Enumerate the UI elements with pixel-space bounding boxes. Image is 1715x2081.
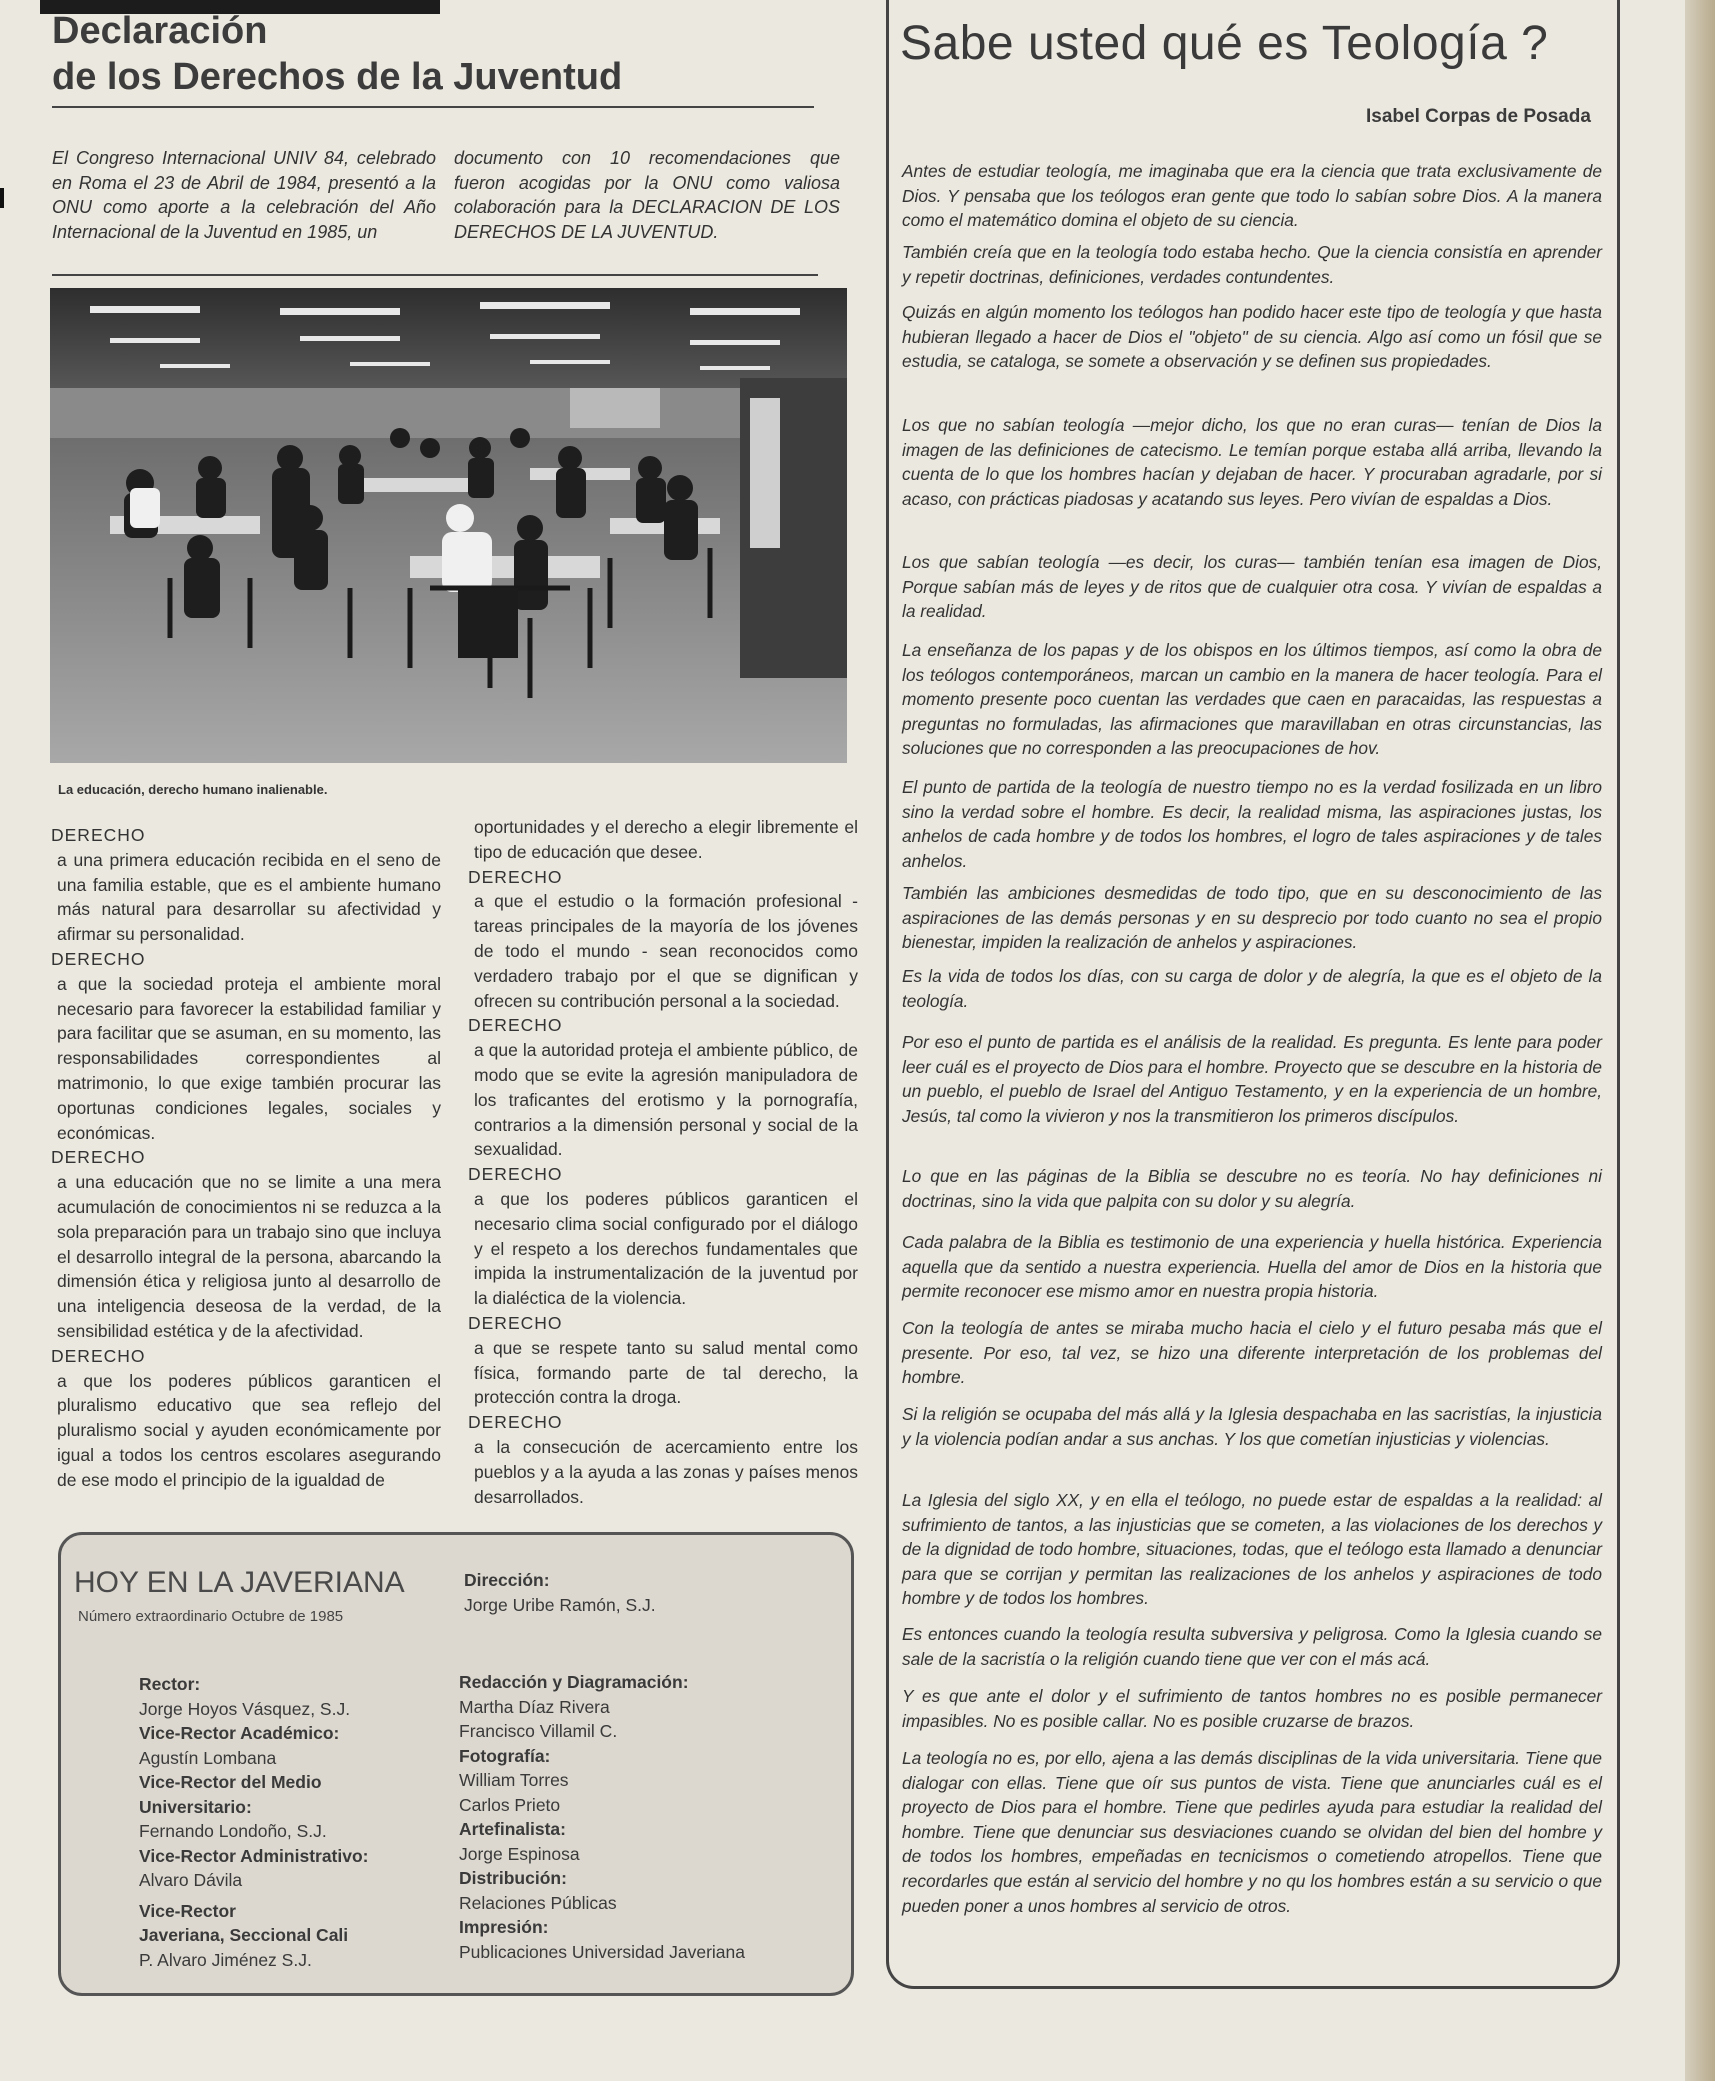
staff-role: Vice-Rector del Medio: [139, 1772, 322, 1792]
derecho-heading: DERECHO: [468, 1164, 563, 1185]
staff-name: Fernando Londoño, S.J.: [139, 1821, 327, 1841]
rights-column-2: [468, 815, 858, 1509]
article-paragraph: Cada palabra de la Biblia es testimonio de una experiencia y huella histórica. Experiencia aquella que da sentido a nuestra experiencia. Huella del amor de Dios en la historia que permite reconocer ese mismo amor en nuestra propia historia.: [902, 1232, 1602, 1302]
derecho-text: a una educación que no se limite a una mera acumulación de conocimientos ni se reduzca a la sola preparación para un trabajo sino que incluya el desarrollo integral de la persona, abarcando la dimensión ética y religiosa junto al desarrollo de una inteligencia deseosa de la verdad, de la sensibilidad estética y de la afectividad.: [57, 1172, 441, 1341]
staff-name: Alvaro Dávila: [139, 1870, 243, 1890]
staff-name: Jorge Hoyos Vásquez, S.J.: [139, 1698, 351, 1719]
derecho-heading: DERECHO: [468, 1015, 563, 1036]
rights-column-1: [51, 823, 441, 1493]
article-author: Isabel Corpas de Posada: [1366, 106, 1591, 127]
derecho-text: a que los poderes públicos garanticen el pluralismo educativo que sea reflejo del pluralismo social y ayuden económicamente por igual a todos los centros escolares asegurando de ese modo el principio de la igualdad de: [57, 1370, 441, 1490]
masthead-staff-col-1: [139, 1672, 369, 1972]
scan-page-edge: [1685, 0, 1715, 2081]
derecho-heading: DERECHO: [51, 825, 146, 845]
article-paragraph: También creía que en la teología todo estaba hecho. Que la ciencia consistía en aprender y repetir doctrinas, definiciones, verdades contundentes.: [902, 242, 1602, 287]
staff-role: Vice-Rector Académico:: [139, 1723, 340, 1743]
article-paragraph: La enseñanza de los papas y de los obispos en los últimos tiempos, así como la obra de los teólogos contemporáneos, marcan un cambio en la manera de hacer teología. Para el momento presente poco cuentan las verdades que caen en paracaidas, las respuestas a preguntas no formuladas, las afirmaciones que maravillaban en otras circunstancias, las soluciones que no corresponden a las preocupaciones de hov.: [902, 640, 1602, 759]
derecho-text: a la consecución de acercamiento entre los pueblos y a la ayuda a las zonas y países menos desarrollados.: [474, 1436, 858, 1507]
article-paragraph: El punto de partida de la teología de nuestro tiempo no es la verdad fosilizada en un libro sino la verdad sobre el hombre. Es decir, la realidad misma, las aspiraciones justas, los anhelos de cada hombre y de todos los hombres, el logro de tales aspiraciones y de tales anhelos.: [902, 777, 1602, 871]
staff-name: Relaciones Públicas: [459, 1892, 617, 1913]
derecho-heading: DERECHO: [468, 866, 563, 887]
staff-role: Fotografía:: [459, 1745, 551, 1766]
derecho-heading: DERECHO: [51, 1345, 146, 1366]
scan-edge-mark: [0, 188, 4, 208]
staff-role: Redacción y Diagramación:: [459, 1672, 689, 1692]
staff-name: Jorge Espinosa: [459, 1843, 580, 1864]
derecho-text: a que se respete tanto su salud mental como física, formando parte de tal derecho, la protección contra la droga.: [474, 1337, 858, 1408]
article-paragraph: Con la teología de antes se miraba mucho hacia el cielo y el futuro pesaba más que el presente. Por eso, tal vez, se hizo una diferente interpretación de los problemas del hombre.: [902, 1318, 1602, 1388]
staff-role: Distribución:: [459, 1868, 567, 1888]
staff-name: William Torres: [459, 1770, 569, 1790]
derecho-text: a que los poderes públicos garanticen el necesario clima social configurado por el diálogo y el respeto a los derechos fundamentales que impida la instrumentalización de la juventud por la dialéctica de la violencia.: [474, 1188, 858, 1309]
article-paragraph: Quizás en algún momento los teólogos han podido hacer este tipo de teología y que hasta hubieran llegado a hacer de Dios el "objeto" de su ciencia. Algo así como un fósil que se estudia, se cataloga, se somete a observación y se definen sus propiedades.: [902, 302, 1602, 372]
staff-name: P. Alvaro Jiménez S.J.: [139, 1949, 312, 1970]
title-line-2: de los Derechos de la Juventud: [52, 56, 623, 98]
article-paragraph: Por eso el punto de partida es el análisis de la realidad. Es pregunta. Es lente para poder leer cuál es el proyecto de Dios para el hombre. Proyecto que se descubre en la historia de un pueblo, el pueblo de Israel del Antiguo Testamento, y en la experiencia de un hombre, Jesús, tal como la vivieron y nos la transmitieron los primeros discípulos.: [902, 1032, 1602, 1126]
article-title-declaracion: [52, 8, 812, 100]
staff-role: Impresión:: [459, 1917, 549, 1937]
staff-role: Rector:: [139, 1674, 201, 1694]
derecho-text-continued: oportunidades y el derecho a elegir libremente el tipo de educación que desee.: [474, 817, 858, 862]
derecho-heading: DERECHO: [51, 1147, 146, 1168]
derecho-heading: DERECHO: [468, 1412, 563, 1433]
derecho-heading: DERECHO: [51, 948, 146, 969]
intro-col-1: El Congreso Internacional UNIV 84, celebrado en Roma el 23 de Abril de 1984, presentó a la ONU como aporte a la celebración del Año Internacional de la Juventud en 1985, un: [52, 148, 436, 242]
intro-rule: [52, 274, 818, 276]
staff-role: Dirección:: [464, 1570, 550, 1590]
staff-role: Vice-Rector: [139, 1900, 236, 1921]
article-paragraph: Es entonces cuando la teología resulta subversiva y peligrosa. Como la Iglesia cuando se sale de la sacristía o la religión cuando tiene que ver con el más acá.: [902, 1624, 1602, 1669]
article-paragraph: Si la religión se ocupaba del más allá y la Iglesia despachaba en las sacristías, la injusticia y la violencia podían andar a sus anchas. Y los que cometían injusticias y violencias.: [902, 1404, 1602, 1449]
article-paragraph: La Iglesia del siglo XX, y en ella el teólogo, no puede estar de espaldas a la realidad: al sufrimiento de tantos, a las injusticias que se cometen, a las violaciones de los derechos y de la dignidad de todo hombre, situaciones, todas, que el teólogo esta llamado a denunciar para que se corrijan y permitan las realizaciones de los anhelos y aspiraciones de todo hombre y de todos los hombres.: [902, 1490, 1602, 1609]
article-paragraph: Los que no sabían teología —mejor dicho, los que no eran curas— tenían de Dios la imagen de las definiciones de catecismo. Le temían porque estaba allá arriba, llevando la cuenta de lo que los hombres hacían y dejaban de hacer. Y procuraban agradarle, por si acaso, con prácticas piadosas y acatando sus leyes. Pero vivían de espaldas a Dios.: [902, 415, 1602, 509]
staff-role: Artefinalista:: [459, 1819, 566, 1839]
staff-name: Francisco Villamil C.: [459, 1721, 618, 1741]
article-paragraph: También las ambiciones desmedidas de todo tipo, que en su desconocimiento de las aspiraciones de las demás personas y en su desprecio por todo cuanto no sea el propio bienestar, impiden la realización de anhelos y aspiraciones.: [902, 883, 1602, 953]
masthead-title: HOY EN LA JAVERIANA: [74, 1566, 405, 1599]
masthead-subtitle: Número extraordinario Octubre de 1985: [78, 1608, 344, 1625]
photo-caption: La educación, derecho humano inalienable.: [58, 782, 328, 797]
derecho-heading: DERECHO: [468, 1312, 563, 1333]
staff-role: Vice-Rector Administrativo:: [139, 1845, 369, 1866]
title-line-1: Declaración: [52, 10, 268, 52]
staff-name: Martha Díaz Rivera: [459, 1696, 610, 1717]
staff-name: Agustín Lombana: [139, 1747, 277, 1768]
masthead-direccion: [464, 1568, 656, 1617]
staff-role: Javeriana, Seccional Cali: [139, 1925, 349, 1945]
article-paragraph: Antes de estudiar teología, me imaginaba que era la ciencia que trata exclusivamente de Dios. Y pensaba que los teólogos eran gente que todo lo sabían sobre Dios. A la manera como el matemático domina el objeto de su ciencia.: [902, 161, 1602, 231]
article-paragraph: Los que sabían teología —es decir, los curas— también tenían esa imagen de Dios, Porque sabían más de leyes y de ritos que de cualquier otra cosa. Y vivían de espaldas a la realidad.: [902, 552, 1602, 622]
article-paragraph: Lo que en las páginas de la Biblia se descubre no es teoría. No hay definiciones ni doctrinas, sino la vida que palpita con su dolor y su alegría.: [902, 1166, 1602, 1211]
staff-name: Carlos Prieto: [459, 1794, 561, 1815]
title-rule: [52, 106, 814, 108]
article-paragraph: Es la vida de todos los días, con su carga de dolor y de alegría, la que es el objeto de la teología.: [902, 966, 1602, 1011]
derecho-text: a que el estudio o la formación profesional - tareas principales de la mayoría de los jóvenes de todo el mundo - sean reconocidos como verdadero trabajo por el que se dignifican y ofrecen su contribución personal a la sociedad.: [474, 891, 858, 1011]
derecho-text: a que la sociedad proteja el ambiente moral necesario para favorecer la estabilidad familiar y para facilitar que se asuman, en su momento, las responsabilidades correspondientes al matrimonio, lo que exige también procurar las oportunas condiciones legales, sociales y económicas.: [57, 973, 441, 1143]
staff-role: Universitario:: [139, 1796, 252, 1817]
article-title-teologia: Sabe usted qué es Teología ?: [900, 17, 1549, 70]
photo-study-hall: [50, 288, 847, 763]
article-paragraph: La teología no es, por ello, ajena a las demás disciplinas de la vida universitaria. Tiene que dialogar con ellas. Tiene que oír sus puntos de vista. Tiene que anunciarles cuál es el proyecto de Dios para el hombre. Tiene que pedirles ayuda para estudiar la realidad del hombre. Tiene que denunciar sus desviaciones cuando se olvidan del bien del hombre y de todos los hombres, empeñadas en tecnicismos o cometiendo atropellos. Tiene que recordarles que están al servicio del hombre y no qu los hombres están a su servicio o que pueden poner a unos hombres al servicio de otros.: [902, 1748, 1602, 1916]
masthead-staff-col-2: [459, 1670, 745, 1964]
derecho-text: a una primera educación recibida en el seno de una familia estable, que es el ambiente humano más natural para desarrollar su afectividad y afirmar su personalidad.: [57, 849, 441, 945]
staff-name: Publicaciones Universidad Javeriana: [459, 1941, 745, 1962]
article-paragraph: Y es que ante el dolor y el sufrimiento de tantos hombres no es posible permanecer impasibles. No es posible callar. No es posible cruzarse de brazos.: [902, 1686, 1602, 1731]
derecho-text: a que la autoridad proteja el ambiente público, de modo que se evite la agresión manipuladora de los traficantes del erotismo y la pornografía, contrarios a la dimensión personal y social de la sexualidad.: [474, 1040, 858, 1160]
staff-name: Jorge Uribe Ramón, S.J.: [464, 1594, 656, 1615]
intro-col-2: documento con 10 recomendaciones que fueron acogidas por la ONU como valiosa colaboración para la DECLARACION DE LOS DERECHOS DE LA JUVENTUD.: [454, 148, 840, 242]
